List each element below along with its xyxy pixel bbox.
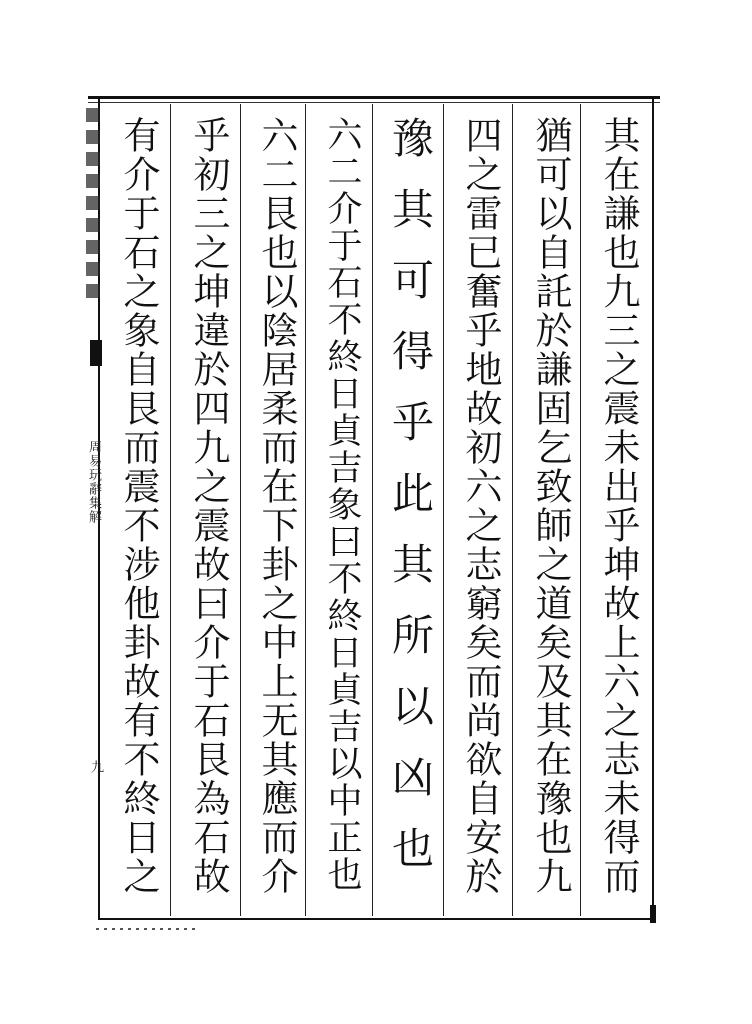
margin-worn-mark: [86, 108, 100, 298]
folio-number: 九: [88, 760, 103, 773]
column-divider: [512, 104, 513, 916]
margin-book-title: 周易玩辭集解: [86, 440, 101, 524]
text-column-8: 有介于石之象自艮而震不涉他卦故有不終日之: [117, 116, 160, 896]
top-border: [88, 96, 660, 99]
bottom-border: [100, 918, 652, 920]
right-border: [652, 96, 654, 920]
column-divider: [443, 104, 444, 916]
fishtail-mark: [90, 340, 102, 366]
column-divider: [240, 104, 241, 916]
text-column-2: 猶可以自託於謙固乞致師之道矣及其在豫也九: [529, 116, 572, 896]
bottom-dotted-line: [96, 928, 196, 930]
column-divider: [305, 104, 306, 916]
column-divider: [170, 104, 171, 916]
text-column-6: 六二艮也以陰居柔而在下卦之中上无其應而介: [255, 116, 298, 896]
column-divider: [580, 104, 581, 916]
corner-mark: [650, 905, 656, 923]
text-column-4: 豫其可得乎此其所以凶也: [386, 116, 435, 897]
text-column-5: 六二介于石不終日貞吉象曰不終日貞吉以中正也: [322, 116, 362, 893]
column-divider: [372, 104, 373, 916]
top-border-inner: [88, 102, 660, 103]
text-column-3: 四之雷已奮乎地故初六之志窮矣而尚欲自安於: [459, 116, 502, 896]
text-column-1: 其在謙也九三之震未出乎坤故上六之志未得而: [597, 116, 640, 896]
text-column-7: 乎初三之坤違於四九之震故曰介于石艮為石故: [187, 116, 230, 896]
